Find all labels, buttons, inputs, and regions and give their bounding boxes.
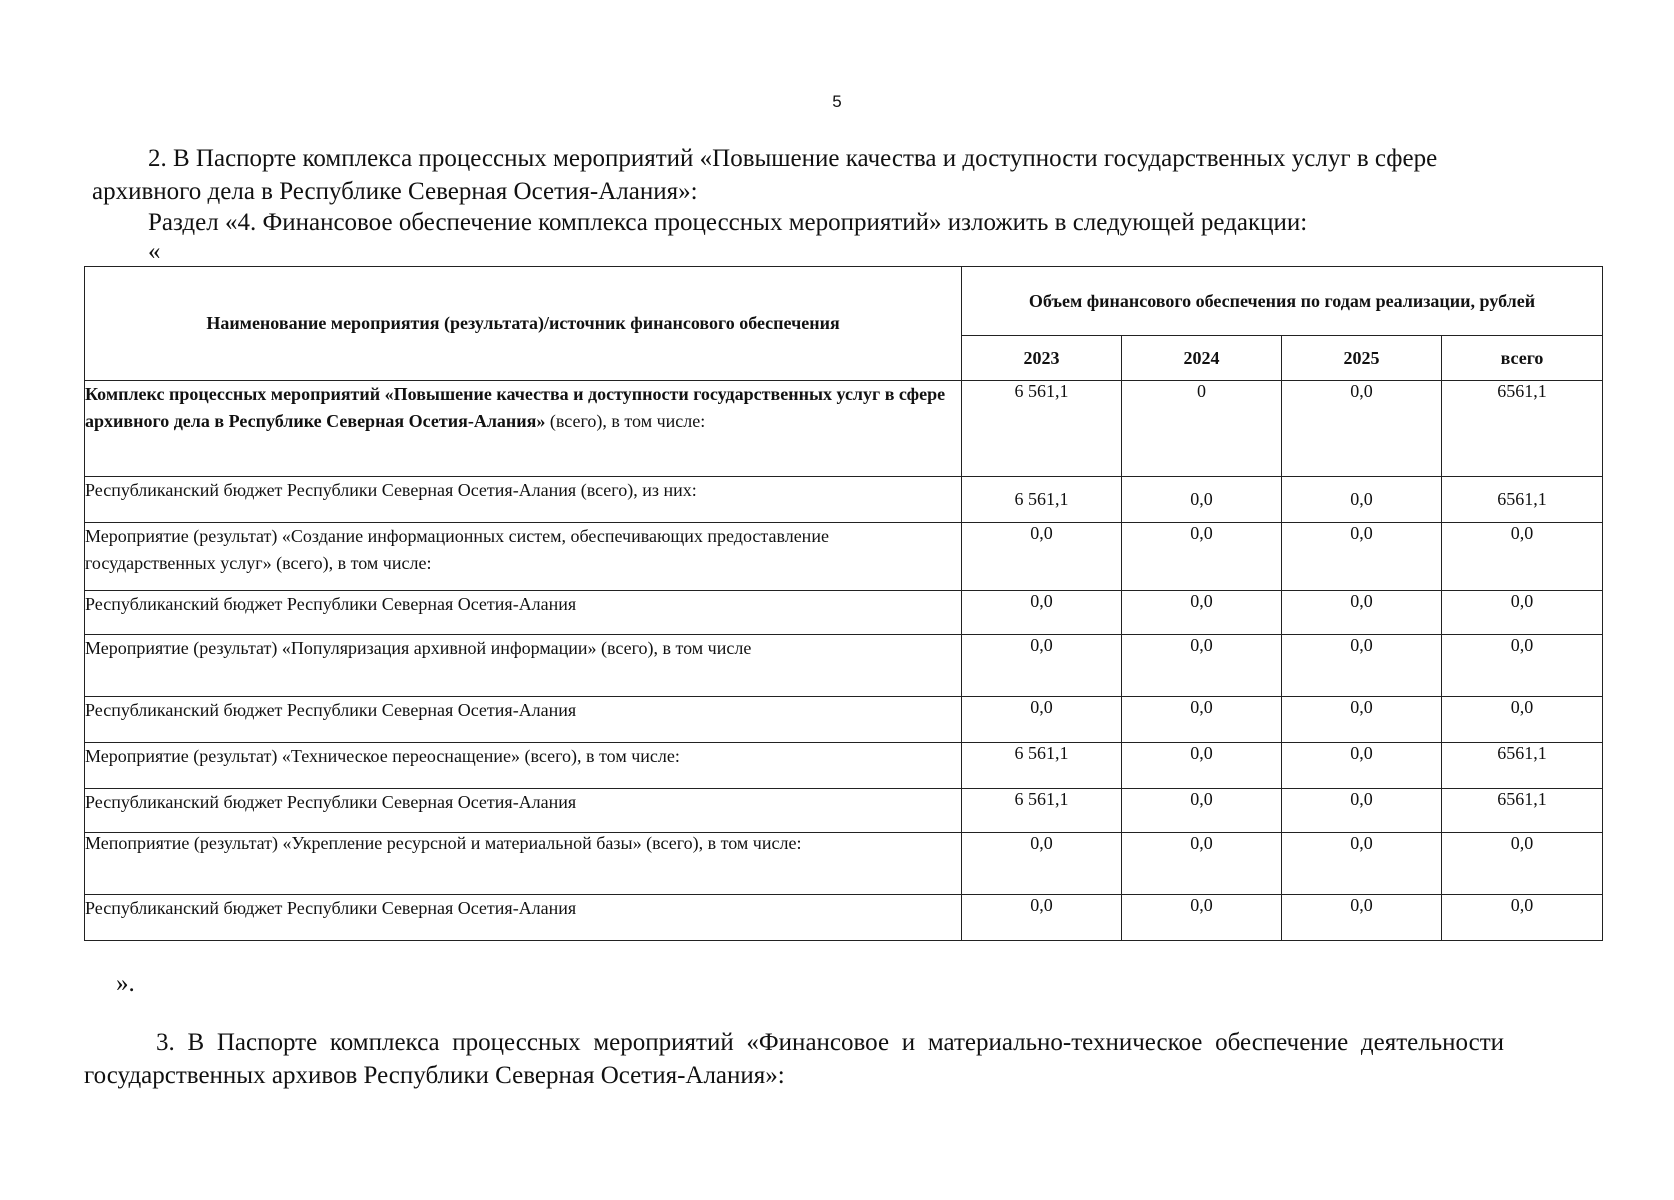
cell-2025: 0,0 — [1282, 381, 1442, 477]
row-name: Мероприятие (результат) «Создание информационных систем, обеспечивающих предоставление государственных услуг» (всего), в том числе: — [85, 523, 962, 591]
paragraph-2: 2. В Паспорте комплекса процессных мероприятий «Повышение качества и доступности государственных услуг в сфере архивного дела в Республике Северная Осетия-Алания»: — [92, 145, 1438, 205]
cell-2024: 0,0 — [1122, 697, 1282, 743]
table-row — [85, 895, 1603, 941]
row-name: Республиканский бюджет Республики Северная Осетия-Алания (всего), из них: — [85, 477, 962, 523]
header-year-2024: 2024 — [1122, 336, 1282, 381]
cell-2023: 0,0 — [962, 833, 1122, 895]
paragraph-3: 3. В Паспорте комплекса процессных мероприятий «Финансовое и материально-техническое обеспечение деятельности государственных архивов Республики Северная Осетия-Алания»: — [84, 1029, 1504, 1089]
row-name: Республиканский бюджет Республики Северная Осетия-Алания — [85, 789, 962, 833]
cell-total: 0,0 — [1442, 697, 1603, 743]
cell-total: 0,0 — [1442, 591, 1603, 635]
cell-total: 0,0 — [1442, 833, 1603, 895]
cell-2025: 0,0 — [1282, 743, 1442, 789]
row-name: Республиканский бюджет Республики Северная Осетия-Алания — [85, 697, 962, 743]
table-row — [85, 591, 1603, 635]
row-name: Республиканский бюджет Республики Северная Осетия-Алания — [85, 591, 962, 635]
cell-2024: 0,0 — [1122, 477, 1282, 523]
row-name: Мепоприятие (результат) «Укрепление ресурсной и материальной базы» (всего), в том числе: — [85, 833, 962, 895]
cell-2024: 0,0 — [1122, 833, 1282, 895]
cell-2024: 0,0 — [1122, 635, 1282, 697]
header-year-2023: 2023 — [962, 336, 1122, 381]
cell-2023: 0,0 — [962, 635, 1122, 697]
cell-2025: 0,0 — [1282, 789, 1442, 833]
table-header-row — [85, 267, 1603, 336]
table-row — [85, 477, 1603, 523]
header-total: всего — [1442, 336, 1603, 381]
table-row — [85, 523, 1603, 591]
row-name — [85, 381, 962, 477]
header-year-2025: 2025 — [1282, 336, 1442, 381]
row-name-rest: (всего), в том числе: — [545, 411, 706, 431]
cell-2023: 0,0 — [962, 523, 1122, 591]
table-row — [85, 743, 1603, 789]
cell-2023: 6 561,1 — [962, 789, 1122, 833]
row-name-bold: Комплекс процессных мероприятий «Повышение качества и доступности государственных услуг в сфере архивного дела в Республике Северная Осетия-Алания» — [85, 384, 946, 431]
header-volume: Объем финансового обеспечения по годам реализации, рублей — [962, 267, 1603, 336]
cell-2025: 0,0 — [1282, 895, 1442, 941]
cell-total: 0,0 — [1442, 635, 1603, 697]
cell-total: 6561,1 — [1442, 789, 1603, 833]
paragraph-2-section: Раздел «4. Финансовое обеспечение комплекса процессных мероприятий» изложить в следующей редакции: — [148, 209, 1308, 236]
closing-quote: ». — [116, 970, 135, 997]
table-row — [85, 381, 1603, 477]
cell-2024: 0,0 — [1122, 789, 1282, 833]
cell-2025: 0,0 — [1282, 591, 1442, 635]
cell-2023: 6 561,1 — [962, 381, 1122, 477]
cell-2025: 0,0 — [1282, 833, 1442, 895]
opening-quote: « — [148, 238, 161, 265]
row-name: Мероприятие (результат) «Техническое переоснащение» (всего), в том числе: — [85, 743, 962, 789]
cell-2024: 0,0 — [1122, 895, 1282, 941]
cell-2024: 0,0 — [1122, 523, 1282, 591]
row-name: Республиканский бюджет Республики Северная Осетия-Алания — [85, 895, 962, 941]
financing-table — [84, 266, 1603, 941]
cell-2025: 0,0 — [1282, 477, 1442, 523]
table-row — [85, 697, 1603, 743]
cell-2023: 0,0 — [962, 895, 1122, 941]
cell-2023: 0,0 — [962, 697, 1122, 743]
cell-2025: 0,0 — [1282, 635, 1442, 697]
cell-2025: 0,0 — [1282, 697, 1442, 743]
page-number: 5 — [832, 92, 842, 111]
header-name: Наименование мероприятия (результата)/источник финансового обеспечения — [85, 267, 962, 381]
cell-2024: 0,0 — [1122, 591, 1282, 635]
table-row — [85, 789, 1603, 833]
cell-total: 0,0 — [1442, 895, 1603, 941]
cell-total: 6561,1 — [1442, 743, 1603, 789]
cell-2024: 0,0 — [1122, 743, 1282, 789]
table-row — [85, 833, 1603, 895]
cell-total: 6561,1 — [1442, 477, 1603, 523]
cell-total: 0,0 — [1442, 523, 1603, 591]
cell-2025: 0,0 — [1282, 523, 1442, 591]
cell-2024: 0 — [1122, 381, 1282, 477]
table-row — [85, 635, 1603, 697]
row-name: Мероприятие (результат) «Популяризация архивной информации» (всего), в том числе — [85, 635, 962, 697]
cell-2023: 6 561,1 — [962, 743, 1122, 789]
cell-2023: 6 561,1 — [962, 477, 1122, 523]
cell-2023: 0,0 — [962, 591, 1122, 635]
cell-total: 6561,1 — [1442, 381, 1603, 477]
